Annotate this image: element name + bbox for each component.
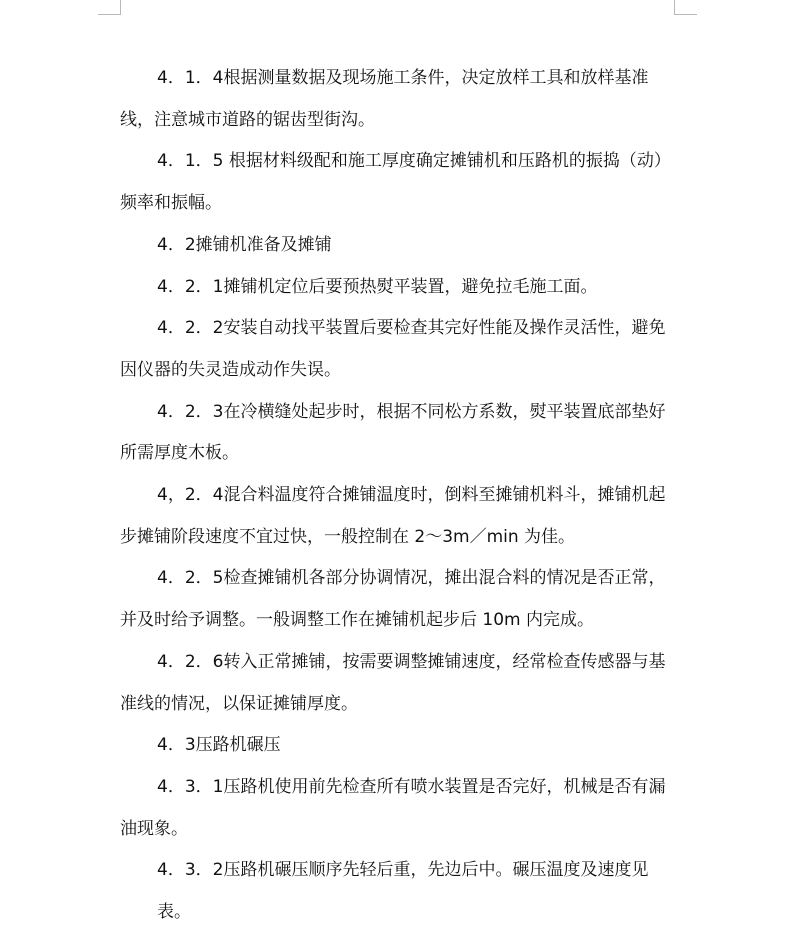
paragraph-4-2-1: 4．2．1摊铺机定位后要预热熨平装置，避免拉毛施工面。: [157, 276, 598, 297]
paragraph-4-2-2: 4．2．2安装自动找平装置后要检查其完好性能及操作灵活性，避免因仪器的失灵造成动作失误。: [120, 318, 666, 380]
paragraph-4-1-5: 4．1．5 根据材料级配和施工厚度确定摊铺机和压路机的振捣（动）频率和振幅。: [120, 151, 671, 214]
section-heading-4-3: 4．3压路机碾压: [157, 735, 281, 756]
paragraph-4-2-5: 4．2．5检查摊铺机各部分协调情况，摊出混合料的情况是否正常，并及时给予调整。一般调整工作在摊铺机起步后 10m 内完成。: [120, 568, 666, 631]
paragraph-4-3-1: 4．3．1压路机使用前先检查所有喷水装置是否完好，机械是否有漏油现象。: [120, 776, 666, 839]
paragraph-4-2-6: 4．2．6转入正常摊铺，按需要调整摊铺速度，经常检查传感器与基准线的情况，以保证摊铺厚度。: [120, 651, 666, 714]
paragraph-4-2-3: 4．2．3在冷横缝处起步时，根据不同松方系数，熨平装置底部垫好所需厚度木板。: [120, 401, 666, 464]
paragraph-4-2-4: 4，2．4混合料温度符合摊铺温度时，倒料至摊铺机料斗，摊铺机起步摊铺阶段速度不宜过快，一般控制在 2～3m／min 为佳。: [120, 485, 666, 547]
document-body: [120, 58, 676, 934]
paragraph-4-3-2: 4．3．2压路机碾压顺序先轻后重，先边后中。碾压温度及速度见表。: [157, 860, 649, 923]
paragraph-4-1-4: 4．1．4根据测量数据及现场施工条件，决定放样工具和放样基准线，注意城市道路的锯齿型街沟。: [120, 68, 649, 130]
margin-corner-mark-right: [674, 0, 697, 15]
margin-corner-mark-left: [98, 0, 121, 15]
section-heading-4-2: 4．2摊铺机准备及摊铺: [157, 234, 332, 255]
